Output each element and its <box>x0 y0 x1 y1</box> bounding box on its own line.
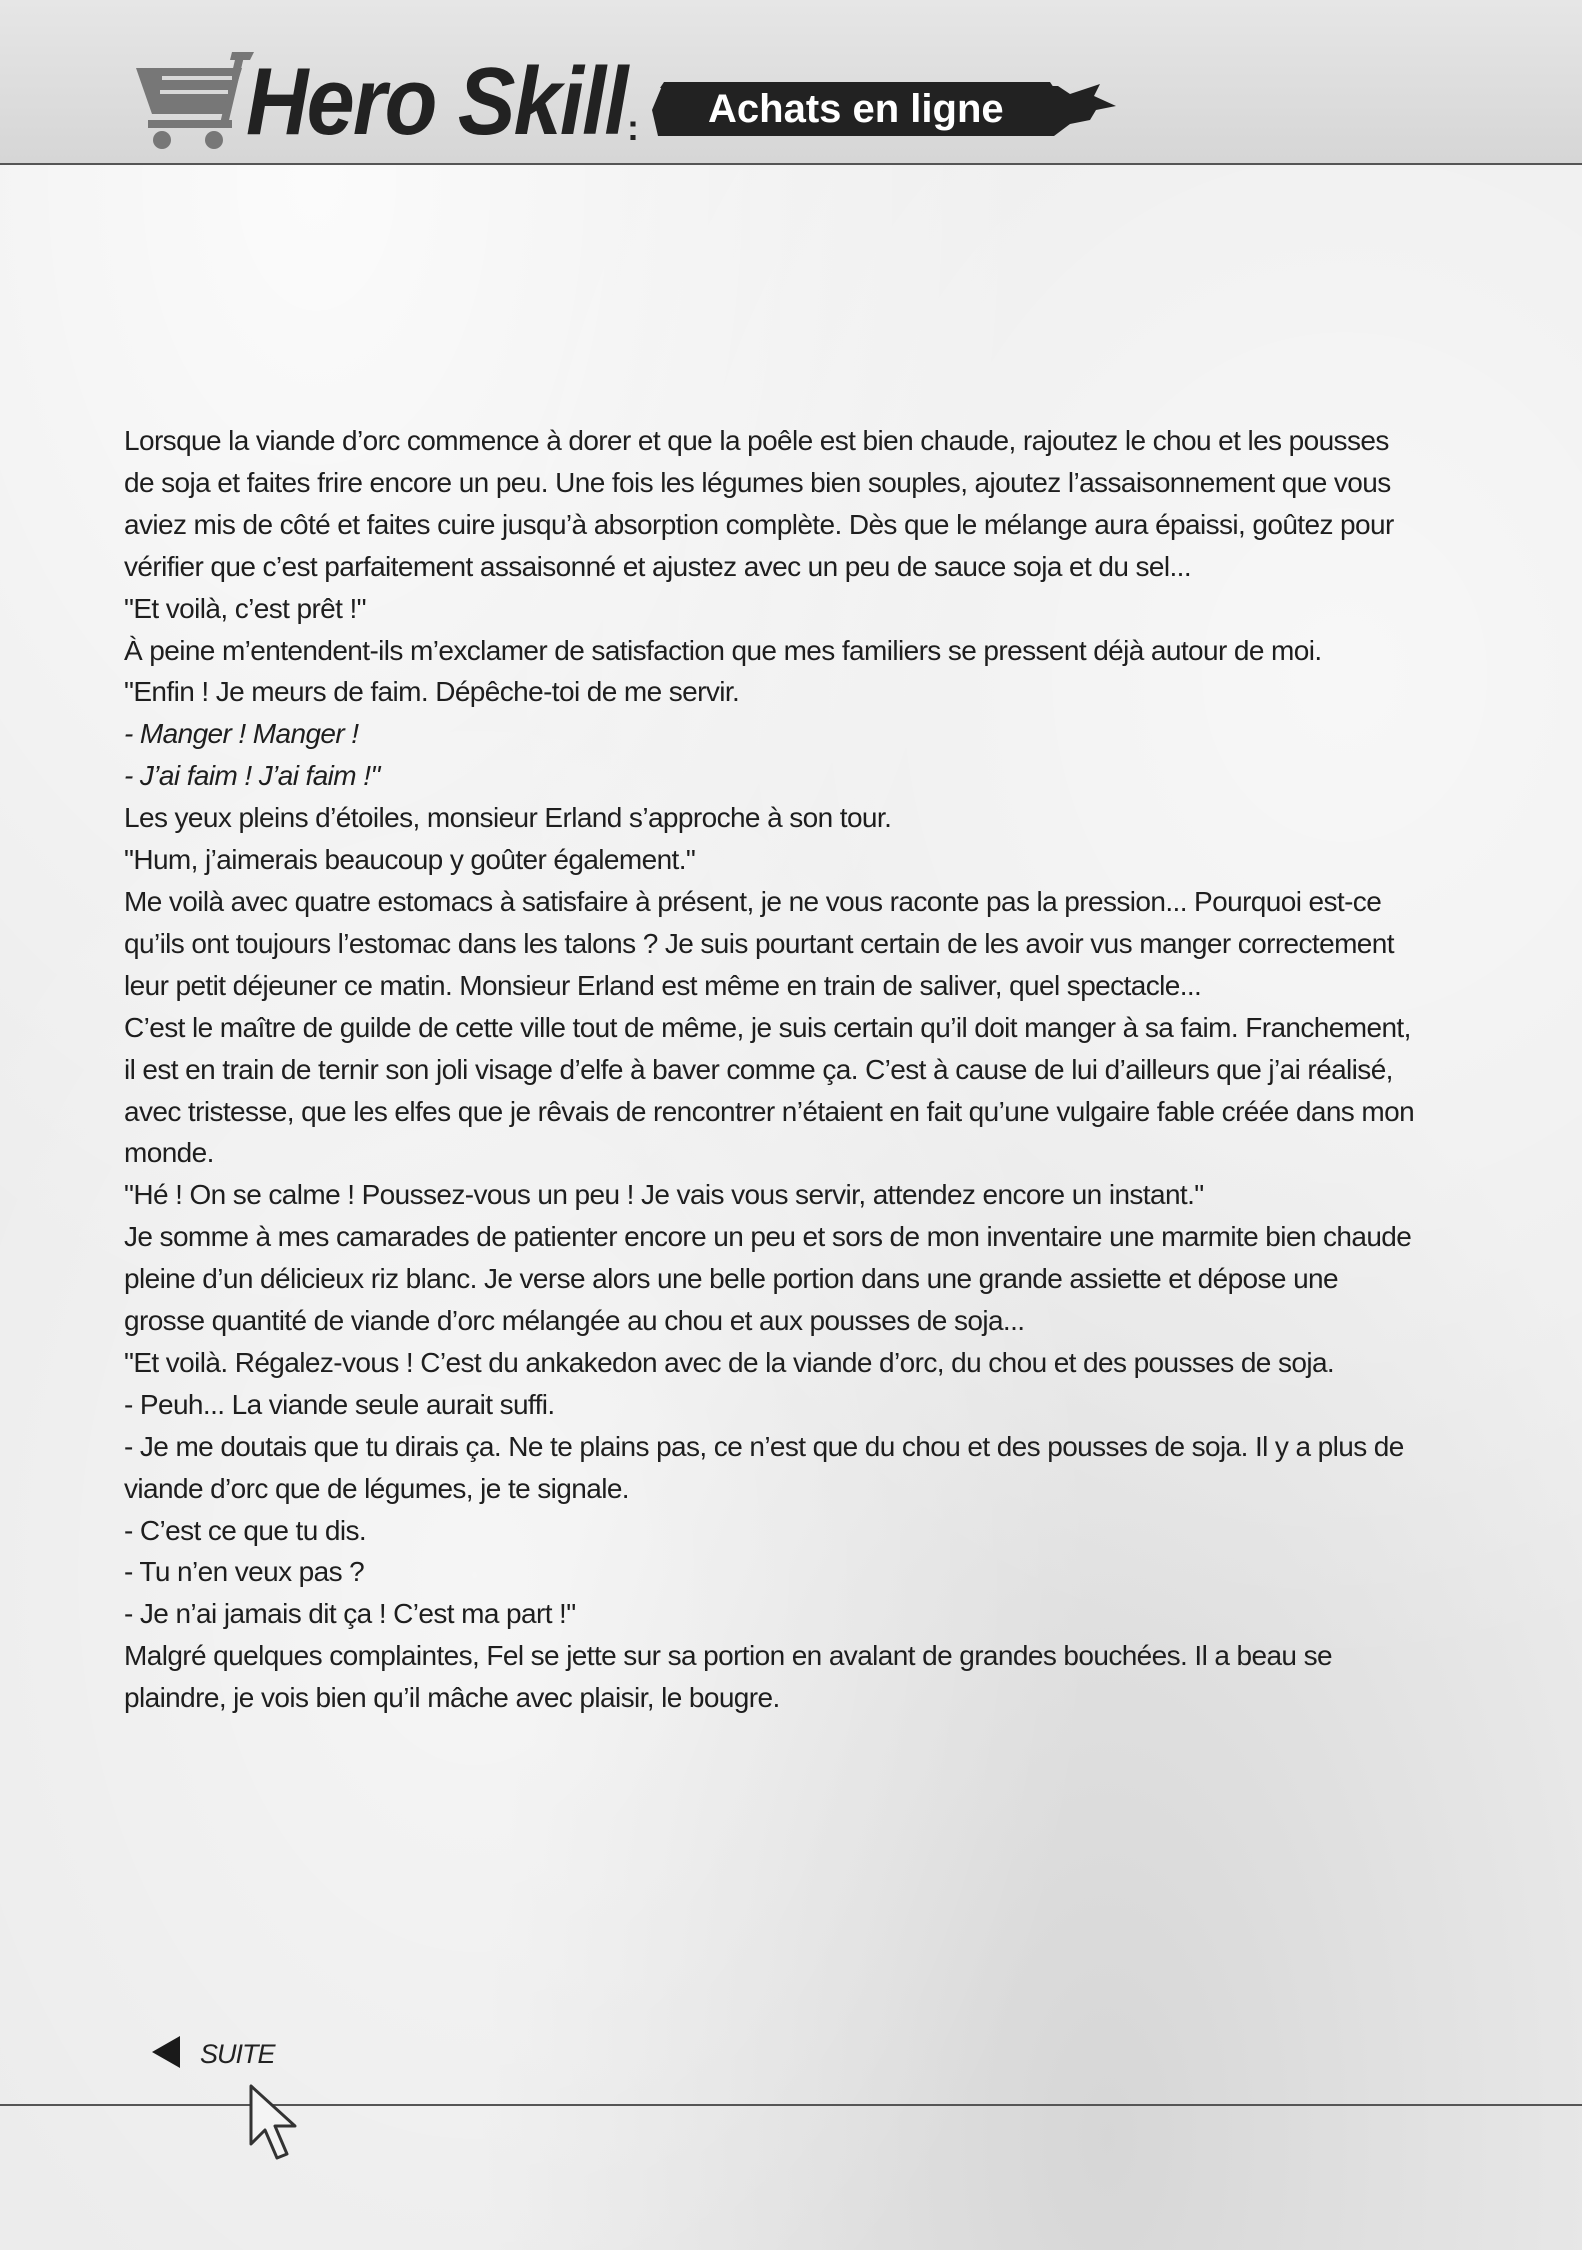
story-paragraph: Malgré quelques complaintes, Fel se jette sur sa portion en avalant de grandes bouchées. Il a beau se plaindre, je vois bien qu’il mâche avec plaisir, le bougre. <box>124 1640 1332 1714</box>
mouse-cursor-icon <box>247 2084 303 2166</box>
next-page-button[interactable] <box>150 2034 330 2074</box>
story-paragraph: - Peuh... La viande seule aurait suffi. <box>124 1388 555 1420</box>
story-paragraph: "Hum, j’aimerais beaucoup y goûter également." <box>124 844 696 876</box>
story-paragraph: À peine m’entendent-ils m’exclamer de satisfaction que mes familiers se pressent déjà autour de moi. <box>124 634 1322 666</box>
story-paragraph: "Hé ! On se calme ! Poussez-vous un peu ! Je vais vous servir, attendez encore un instant." <box>124 1179 1204 1211</box>
story-paragraph: Me voilà avec quatre estomacs à satisfaire à présent, je ne vous raconte pas la pression... Pourquoi est-ce qu’ils ont toujours l’estomac dans les talons ? Je suis pourtant certain de les avoir vus manger correctement leur petit déjeuner ce matin. Monsieur Erland est même en train de saliver, quel spectacle... <box>124 885 1394 1001</box>
title-colon: : <box>627 107 639 148</box>
story-paragraph: "Et voilà, c’est prêt !" <box>124 592 367 624</box>
story-paragraph: - Je me doutais que tu dirais ça. Ne te plains pas, ce n’est que du chou et des pousses de soja. Il y a plus de viande d’orc que de légumes, je te signale. <box>124 1430 1404 1504</box>
story-paragraph: - J’ai faim ! J’ai faim !" <box>124 760 380 792</box>
story-paragraph: - Je n’ai jamais dit ça ! C’est ma part !" <box>124 1598 576 1630</box>
story-paragraph: Lorsque la viande d’orc commence à dorer et que la poêle est bien chaude, rajoutez le chou et les pousses de soja et faites frire encore un peu. Une fois les légumes bien souples, ajoutez l’assaisonnement que vous aviez mis de côté et faites cuire jusqu’à absorption complète. Dès que le mélange aura épaissi, goûtez pour vérifier que c’est parfaitement assaisonné et ajustez avec un peu de sauce soja et du sel... <box>124 425 1394 582</box>
story-paragraph: C’est le maître de guilde de cette ville tout de même, je suis certain qu’il doit manger à sa faim. Franchement, il est en train de ternir son joli visage d’elfe à baver comme ça. C’est à cause de lui d’ailleurs que j’ai réalisé, avec tristesse, que les elfes que je rêvais de rencontrer n’étaient en fait qu’une vulgaire fable créée dans mon monde. <box>124 1011 1415 1169</box>
story-text <box>124 420 1424 1719</box>
story-paragraph: - C’est ce que tu dis. <box>124 1514 367 1546</box>
page-header <box>0 0 1582 165</box>
triangle-left-icon <box>150 2034 182 2070</box>
story-paragraph: - Tu n’en veux pas ? <box>124 1556 365 1588</box>
next-page-label: SUITE <box>200 2039 275 2069</box>
section-subtitle: Achats en ligne <box>708 87 1004 131</box>
story-paragraph: "Et voilà. Régalez-vous ! C’est du ankakedon avec de la viande d’orc, du chou et des pousses de soja. <box>124 1346 1335 1378</box>
story-paragraph: - Manger ! Manger ! <box>124 718 359 750</box>
story-paragraph: Je somme à mes camarades de patienter encore un peu et sors de mon inventaire une marmite bien chaude pleine d’un délicieux riz blanc. Je verse alors une belle portion dans une grande assiette et dépose une grosse quantité de viande d’orc mélangée au chou et aux pousses de soja... <box>124 1221 1412 1337</box>
story-paragraph: Les yeux pleins d’étoiles, monsieur Erland s’approche à son tour. <box>124 802 892 834</box>
shopping-cart-icon <box>132 48 257 152</box>
footer-divider <box>0 2104 1582 2106</box>
page-title: Hero Skill <box>246 48 627 155</box>
story-paragraph: "Enfin ! Je meurs de faim. Dépêche-toi de me servir. <box>124 676 740 708</box>
